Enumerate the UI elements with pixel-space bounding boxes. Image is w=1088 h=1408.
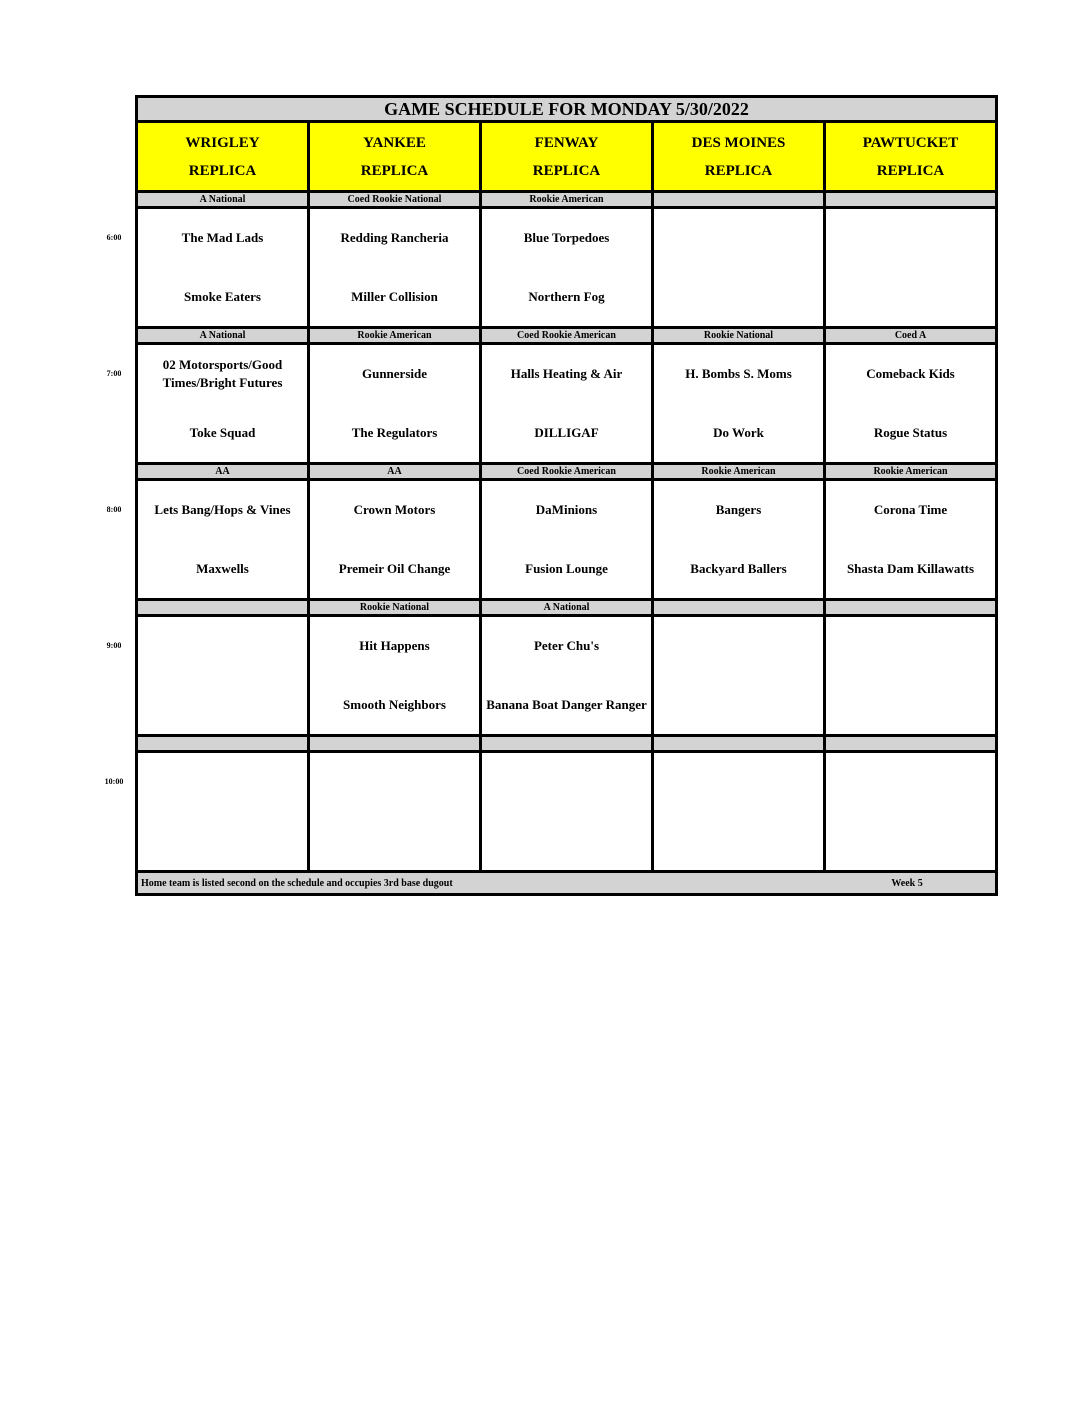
home-team <box>826 268 995 327</box>
away-team: Crown Motors <box>353 502 436 518</box>
division-label: Coed Rookie American <box>481 328 653 344</box>
away-team: Lets Bang/Hops & Vines <box>154 502 291 518</box>
time-label: 6:00 <box>106 232 122 242</box>
game-cell <box>481 752 653 872</box>
schedule-table <box>135 95 998 896</box>
field-header <box>825 122 997 192</box>
game-cell <box>653 616 825 736</box>
field-type: REPLICA <box>532 162 601 179</box>
home-team: Shasta Dam Killawatts <box>846 560 975 576</box>
home-team <box>826 812 995 871</box>
footer <box>137 872 997 895</box>
field-type: REPLICA <box>360 162 429 179</box>
division-label: Coed Rookie National <box>309 192 481 208</box>
home-team <box>654 676 823 735</box>
game-cell <box>653 752 825 872</box>
away-team: Peter Chu's <box>533 638 600 654</box>
game-cell <box>825 616 997 736</box>
game-cell <box>481 480 653 600</box>
game-cell <box>825 344 997 464</box>
away-team: Hit Happens <box>359 638 430 654</box>
division-label: A National <box>481 600 653 616</box>
away-team: The Mad Lads <box>181 230 264 246</box>
field-name: DES MOINES <box>691 134 786 151</box>
division-label: A National <box>137 192 309 208</box>
division-label: AA <box>309 464 481 480</box>
home-team <box>654 268 823 327</box>
division-label <box>653 192 825 208</box>
game-cell <box>309 344 481 464</box>
game-cell <box>825 480 997 600</box>
game-cell <box>309 208 481 328</box>
game-cell <box>653 344 825 464</box>
home-team: Do Work <box>713 424 764 440</box>
away-team: Corona Time <box>873 502 948 518</box>
game-cell <box>309 752 481 872</box>
game-cell <box>137 208 309 328</box>
away-team: Redding Rancheria <box>340 230 449 246</box>
away-team <box>654 617 823 676</box>
away-team: Blue Torpedoes <box>523 230 610 246</box>
home-team <box>138 676 307 735</box>
time-label: 8:00 <box>106 504 122 514</box>
game-cell <box>481 344 653 464</box>
away-team <box>826 209 995 268</box>
game-cell <box>653 208 825 328</box>
home-team <box>482 812 651 871</box>
week-label: Week 5 <box>891 877 923 889</box>
home-team: Premeir Oil Change <box>338 560 451 576</box>
field-type: REPLICA <box>704 162 773 179</box>
home-team: Fusion Lounge <box>525 560 608 576</box>
division-label <box>137 600 309 616</box>
division-label: Rookie American <box>309 328 481 344</box>
division-label <box>481 736 653 752</box>
home-team <box>310 812 479 871</box>
division-label <box>825 192 997 208</box>
game-cell <box>825 208 997 328</box>
game-cell <box>137 344 309 464</box>
division-label <box>653 600 825 616</box>
division-label <box>653 736 825 752</box>
field-name: FENWAY <box>534 134 599 151</box>
home-team: Toke Squad <box>189 424 256 440</box>
home-team: The Regulators <box>351 424 438 440</box>
division-label: Rookie American <box>653 464 825 480</box>
page-title: GAME SCHEDULE FOR MONDAY 5/30/2022 <box>137 97 997 122</box>
away-team <box>826 753 995 812</box>
game-cell <box>137 616 309 736</box>
home-team <box>826 676 995 735</box>
field-header <box>481 122 653 192</box>
home-team: Northern Fog <box>528 288 605 304</box>
time-label: 7:00 <box>106 368 122 378</box>
home-team <box>654 812 823 871</box>
away-team <box>654 753 823 812</box>
home-team <box>138 812 307 871</box>
division-label: Rookie National <box>653 328 825 344</box>
game-cell <box>137 480 309 600</box>
home-team: Miller Collision <box>351 288 438 304</box>
division-label: AA <box>137 464 309 480</box>
field-type: REPLICA <box>188 162 257 179</box>
home-team: DILLIGAF <box>534 424 599 440</box>
game-cell <box>653 480 825 600</box>
away-team: Gunnerside <box>361 366 427 382</box>
field-header <box>653 122 825 192</box>
division-label: Rookie National <box>309 600 481 616</box>
division-label <box>825 600 997 616</box>
division-label <box>309 736 481 752</box>
game-cell <box>309 616 481 736</box>
field-header <box>137 122 309 192</box>
away-team: Bangers <box>715 502 762 518</box>
division-label <box>137 736 309 752</box>
field-header <box>309 122 481 192</box>
time-label: 9:00 <box>106 640 122 650</box>
away-team: 02 Motorsports/Good Times/Bright Futures <box>162 357 283 391</box>
away-team: DaMinions <box>535 502 598 518</box>
away-team <box>138 617 307 676</box>
game-cell <box>481 208 653 328</box>
field-name: WRIGLEY <box>185 134 260 151</box>
away-team: Comeback Kids <box>866 366 955 382</box>
away-team: Halls Heating & Air <box>510 366 623 382</box>
division-label <box>825 736 997 752</box>
away-team <box>482 753 651 812</box>
game-cell <box>137 752 309 872</box>
field-name: PAWTUCKET <box>862 134 959 151</box>
division-label: A National <box>137 328 309 344</box>
away-team: H. Bombs S. Moms <box>685 366 792 382</box>
footer-note: Home team is listed second on the schedule and occupies 3rd base dugout <box>141 877 453 889</box>
home-team: Smooth Neighbors <box>343 696 446 712</box>
away-team <box>310 753 479 812</box>
game-cell <box>481 616 653 736</box>
home-team: Maxwells <box>196 560 249 576</box>
home-team: Banana Boat Danger Ranger <box>486 696 647 712</box>
division-label: Rookie American <box>825 464 997 480</box>
game-cell <box>825 752 997 872</box>
away-team <box>138 753 307 812</box>
home-team: Backyard Ballers <box>690 560 787 576</box>
time-label: 10:00 <box>104 776 124 786</box>
home-team: Smoke Eaters <box>184 288 261 304</box>
game-cell <box>309 480 481 600</box>
division-label: Coed Rookie American <box>481 464 653 480</box>
away-team <box>826 617 995 676</box>
division-label: Coed A <box>825 328 997 344</box>
away-team <box>654 209 823 268</box>
field-type: REPLICA <box>876 162 945 179</box>
home-team: Rogue Status <box>873 424 948 440</box>
division-label: Rookie American <box>481 192 653 208</box>
field-name: YANKEE <box>363 134 426 151</box>
